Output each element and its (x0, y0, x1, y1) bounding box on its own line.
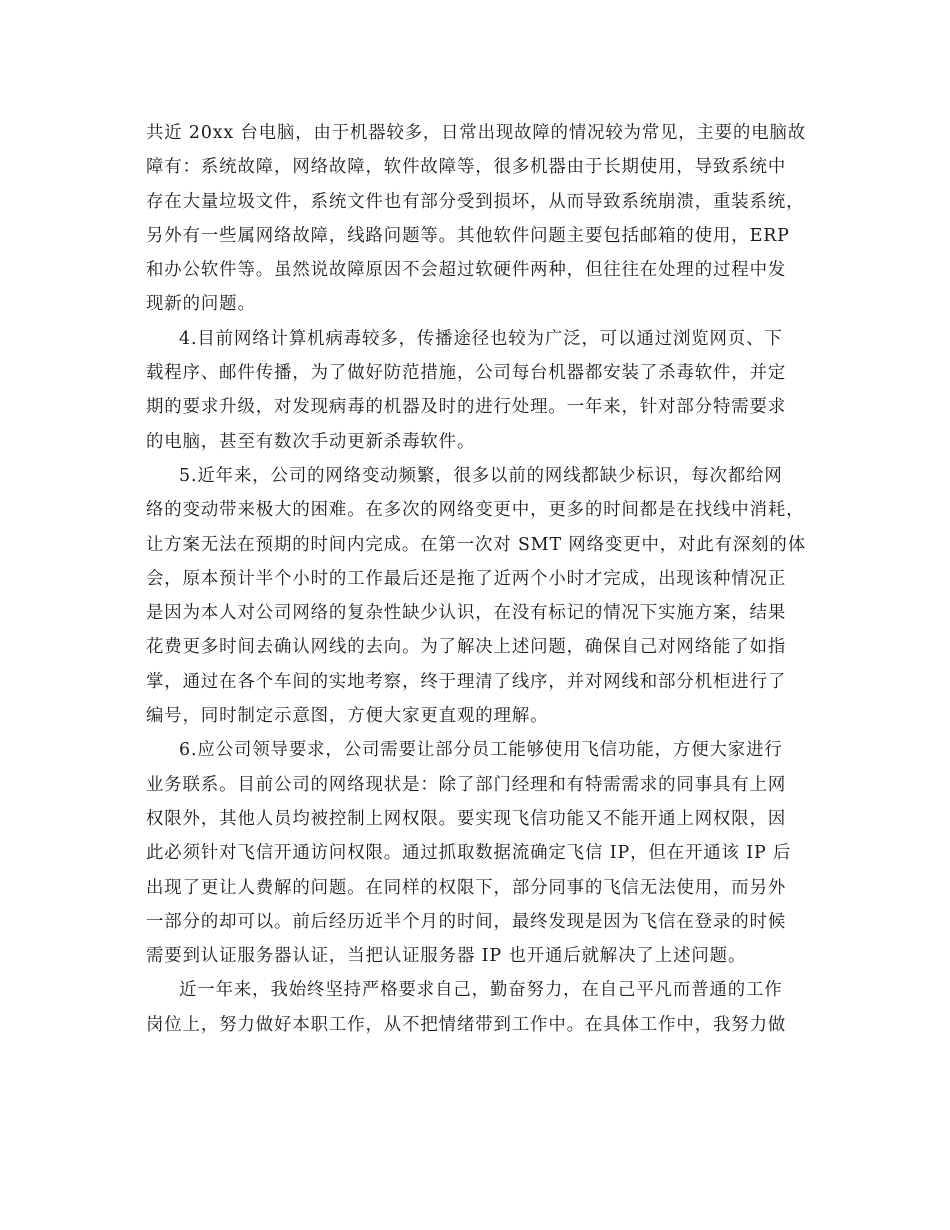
paragraph-first-line: 6.应公司领导要求，公司需要让部分员工能够使用飞信功能，方便大家进行 (179, 740, 783, 761)
paragraph-first-line: 4.目前网络计算机病毒较多，传播途径也较为广泛，可以通过浏览网页、下 (179, 328, 783, 349)
text-line: 花费更多时间去确认网线的去向。为了解决上述问题，确保自己对网络能了如指 (146, 637, 787, 658)
paragraph-first-line: 5.近年来，公司的网络变动频繁，很多以前的网线都缺少标识，每次都给网 (179, 465, 783, 486)
text-line: 和办公软件等。虽然说故障原因不会超过软硬件两种，但往往在处理的过程中发 (146, 260, 787, 281)
text-line: 络的变动带来极大的困难。在多次的网络变更中，更多的时间都是在找线中消耗， (146, 500, 805, 521)
text-line: 掌，通过在各个车间的实地考察，终于理清了线序，并对网线和部分机柜进行了 (146, 671, 787, 692)
text-line: 此必须针对飞信开通访问权限。通过抓取数据流确定飞信 IP，但在开通该 IP 后 (146, 843, 792, 864)
document-body (146, 116, 806, 1042)
text-line: 期的要求升级，对发现病毒的机器及时的进行处理。一年来，针对部分特需要求 (146, 397, 787, 418)
text-line: 另外有一些属网络故障，线路问题等。其他软件问题主要包括邮箱的使用，ERP (146, 225, 790, 246)
text-line: 需要到认证服务器认证，当把认证服务器 IP 也开通后就解决了上述问题。 (146, 946, 747, 967)
text-line: 一部分的却可以。前后经历近半个月的时间，最终发现是因为飞信在登录的时候 (146, 911, 787, 932)
text-line: 编号，同时制定示意图，方便大家更直观的理解。 (146, 706, 549, 727)
text-line: 权限外，其他人员均被控制上网权限。要实现飞信功能又不能开通上网权限，因 (146, 808, 787, 829)
text-line: 是因为本人对公司网络的复杂性缺少认识，在没有标记的情况下实施方案，结果 (146, 603, 787, 624)
text-line: 的电脑，甚至有数次手动更新杀毒软件。 (146, 431, 476, 452)
text-line: 让方案无法在预期的时间内完成。在第一次对 SMT 网络变更中，对此有深刻的体 (146, 534, 806, 555)
text-line: 会，原本预计半个小时的工作最后还是拖了近两个小时才完成，出现该种情况正 (146, 568, 787, 589)
text-line: 现新的问题。 (146, 294, 256, 315)
text-line: 岗位上，努力做好本职工作，从不把情绪带到工作中。在具体工作中，我努力做 (146, 1014, 787, 1035)
text-line: 共近 20xx 台电脑，由于机器较多，日常出现故障的情况较为常见，主要的电脑故 (146, 123, 806, 143)
text-line: 障有：系统故障，网络故障，软件故障等，很多机器由于长期使用，导致系统中 (146, 157, 787, 178)
text-line: 载程序、邮件传播，为了做好防范措施，公司每台机器都安装了杀毒软件，并定 (146, 363, 787, 384)
paragraph-first-line: 近一年来，我始终坚持严格要求自己，勤奋努力，在自己平凡而普通的工作 (179, 980, 783, 1001)
text-line: 出现了更让人费解的问题。在同样的权限下，部分同事的飞信无法使用，而另外 (146, 877, 787, 898)
text-line: 业务联系。目前公司的网络现状是：除了部门经理和有特需需求的同事具有上网 (146, 774, 787, 795)
text-line: 存在大量垃圾文件，系统文件也有部分受到损坏，从而导致系统崩溃，重装系统， (146, 191, 805, 212)
